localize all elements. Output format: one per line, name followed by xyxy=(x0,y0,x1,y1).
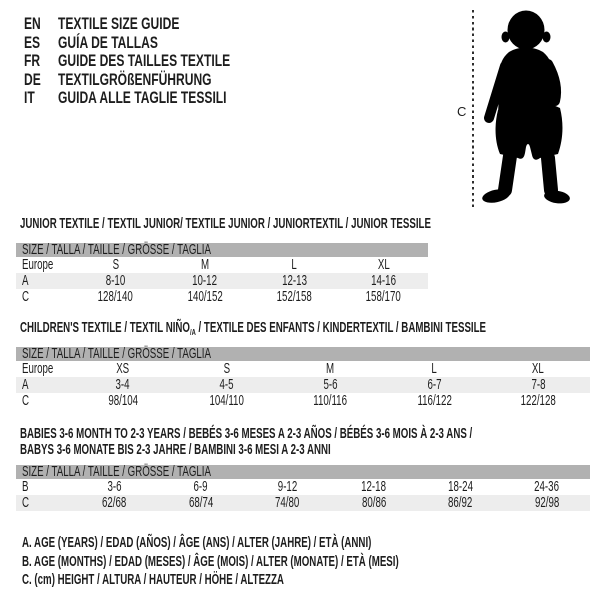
size-value: S xyxy=(223,361,230,377)
size-header-label: SIZE / TALLA / TAILLE / GRÖSSE / TAGLIA xyxy=(22,464,211,480)
size-cell xyxy=(417,495,504,511)
size-value: 12-18 xyxy=(361,479,387,495)
row-label-text: Europe xyxy=(22,361,54,377)
row-label xyxy=(16,479,71,495)
language-code-text: EN xyxy=(24,14,41,33)
language-title-list xyxy=(24,15,300,108)
legend-text: A. AGE (YEARS) / EDAD (AÑOS) / ÂGE (ANS) / ALTER (JAHRE) / ETÀ (ANNI) xyxy=(22,535,372,551)
size-cell xyxy=(71,479,158,495)
table-title-line xyxy=(20,320,600,336)
row-label xyxy=(16,377,71,393)
row-label xyxy=(16,393,71,409)
size-cell xyxy=(504,495,591,511)
size-cell xyxy=(175,393,279,409)
row-label xyxy=(16,257,71,273)
legend-line xyxy=(22,571,584,590)
junior-section-title xyxy=(20,216,600,232)
size-cell xyxy=(160,257,249,273)
size-cell xyxy=(71,257,160,273)
size-cell xyxy=(71,289,160,305)
language-code-text: IT xyxy=(24,88,35,108)
size-cell xyxy=(160,289,249,305)
language-title-text: GUIDE DES TAILLES TEXTILE xyxy=(58,51,231,71)
table-title-text: BABIES 3-6 MONTH TO 2-3 YEARS / BEBÉS 3-6 MESES A 2-3 AÑOS / BÉBÉS 3-6 MOIS À 2-3 ANS / xyxy=(20,426,473,442)
row-label-text: A xyxy=(22,377,29,393)
size-value: 24-36 xyxy=(534,479,560,495)
size-cell xyxy=(279,361,383,377)
size-cell xyxy=(279,377,383,393)
row-label xyxy=(16,289,71,305)
size-cell xyxy=(158,479,245,495)
language-row xyxy=(24,15,300,34)
language-title xyxy=(58,71,274,90)
table-title-line xyxy=(20,216,600,232)
size-cell xyxy=(160,273,249,289)
size-value: XL xyxy=(377,257,390,273)
size-value: 158/170 xyxy=(365,289,401,305)
size-cell xyxy=(382,393,486,409)
size-cell xyxy=(71,273,160,289)
language-title-text: GUÍA DE TALLAS xyxy=(58,32,158,52)
table-title-text: JUNIOR TEXTILE / TEXTIL JUNIOR/ TEXTILE JUNIOR / JUNIORTEXTIL / JUNIOR TESSILE xyxy=(20,216,431,232)
language-code-text: FR xyxy=(24,51,41,71)
children-size-table xyxy=(16,347,590,409)
size-cell xyxy=(339,289,428,305)
size-value: 104/110 xyxy=(209,393,244,409)
size-value: 3-6 xyxy=(107,479,122,495)
size-value: XS xyxy=(116,361,130,377)
language-code-text: DE xyxy=(24,69,41,89)
size-value: 9-12 xyxy=(277,479,297,495)
size-cell xyxy=(382,377,486,393)
size-cell xyxy=(339,257,428,273)
table-row xyxy=(16,479,590,495)
language-row xyxy=(24,89,300,108)
size-cell xyxy=(244,479,331,495)
size-value: 10-12 xyxy=(192,273,218,289)
size-value: 122/128 xyxy=(520,393,556,409)
row-label-text: C xyxy=(22,393,30,409)
size-value: M xyxy=(326,361,335,377)
size-cell xyxy=(486,361,590,377)
size-value: 14-16 xyxy=(370,273,396,289)
children-section-title xyxy=(20,320,600,336)
table-title-text: /A xyxy=(190,326,196,337)
size-value: L xyxy=(431,361,437,377)
row-label xyxy=(16,273,71,289)
table-row xyxy=(16,257,428,273)
language-code-text: ES xyxy=(24,32,41,52)
size-cell xyxy=(486,393,590,409)
size-value: 110/116 xyxy=(313,393,348,409)
size-cell xyxy=(331,495,418,511)
language-row xyxy=(24,71,300,90)
language-code xyxy=(24,71,58,90)
language-title xyxy=(58,89,295,108)
row-label-text: C xyxy=(22,289,30,305)
size-value: 152/158 xyxy=(276,289,312,305)
size-cell xyxy=(175,361,279,377)
size-value: 6-9 xyxy=(193,479,208,495)
size-header-row xyxy=(16,465,590,479)
row-label xyxy=(16,361,71,377)
size-value: 18-24 xyxy=(447,479,473,495)
size-value: 92/98 xyxy=(534,495,559,511)
size-value: 8-10 xyxy=(105,273,126,289)
size-header-row xyxy=(16,243,428,257)
table-row xyxy=(16,273,428,289)
size-value: 12-13 xyxy=(281,273,307,289)
size-cell xyxy=(486,377,590,393)
size-value: 5-6 xyxy=(323,377,338,393)
table-title-text: CHILDREN'S TEXTILE / TEXTIL NIÑO xyxy=(20,320,191,336)
size-value: S xyxy=(112,257,119,273)
junior-size-table xyxy=(16,243,428,305)
language-title-text: TEXTILGRÖßENFÜHRUNG xyxy=(58,69,212,89)
table-row xyxy=(16,377,590,393)
size-cell xyxy=(71,361,175,377)
table-row xyxy=(16,289,428,305)
height-measure-label: C xyxy=(457,104,467,119)
language-row xyxy=(24,52,300,71)
language-row xyxy=(24,34,300,53)
size-cell xyxy=(417,479,504,495)
table-row xyxy=(16,495,590,511)
table-row xyxy=(16,361,590,377)
legend-text: B. AGE (MONTHS) / EDAD (MESES) / ÂGE (MOIS) / ALTER (MONATE) / ETÀ (MESI) xyxy=(22,553,399,570)
row-label-text: B xyxy=(22,479,29,495)
size-cell xyxy=(175,377,279,393)
language-code xyxy=(24,34,58,53)
size-value: 3-4 xyxy=(115,377,130,393)
size-value: M xyxy=(200,257,209,273)
size-value: 6-7 xyxy=(427,377,442,393)
size-value: 98/104 xyxy=(108,393,138,409)
size-value: L xyxy=(291,257,297,273)
size-value: 128/140 xyxy=(98,289,134,305)
language-title xyxy=(58,34,199,53)
language-code xyxy=(24,15,58,34)
size-header-label: SIZE / TALLA / TAILLE / GRÖSSE / TAGLIA xyxy=(22,346,211,362)
row-label-text: Europe xyxy=(22,257,54,273)
row-label xyxy=(16,495,71,511)
babies-section-title xyxy=(20,426,600,458)
table-title-line xyxy=(20,442,600,458)
language-code xyxy=(24,89,58,108)
size-cell xyxy=(158,495,245,511)
size-cell xyxy=(331,479,418,495)
babies-size-table xyxy=(16,465,590,511)
table-row xyxy=(16,393,590,409)
row-label-text: C xyxy=(22,495,30,511)
size-value: 4-5 xyxy=(219,377,234,393)
size-cell xyxy=(71,377,175,393)
size-cell xyxy=(71,393,175,409)
size-cell xyxy=(71,495,158,511)
size-cell xyxy=(339,273,428,289)
table-title-text: / TEXTILE DES ENFANTS / KINDERTEXTIL / BAMBINI TESSILE xyxy=(195,320,487,336)
size-value: 80/86 xyxy=(361,495,386,511)
language-title-text: TEXTILE SIZE GUIDE xyxy=(58,14,180,33)
language-title xyxy=(58,15,229,34)
size-value: XL xyxy=(532,361,545,377)
legend-line xyxy=(22,534,584,553)
size-value: 86/92 xyxy=(448,495,473,511)
language-code xyxy=(24,52,58,71)
size-cell xyxy=(250,289,339,305)
size-cell xyxy=(250,273,339,289)
height-measure-dotted-line xyxy=(472,10,474,207)
measure-legend xyxy=(22,534,584,590)
size-value: 7-8 xyxy=(531,377,546,393)
size-cell xyxy=(504,479,591,495)
size-cell xyxy=(382,361,486,377)
size-cell xyxy=(244,495,331,511)
baby-silhouette-icon xyxy=(478,6,578,206)
table-title-line xyxy=(20,426,600,442)
size-header-row xyxy=(16,347,590,361)
size-cell xyxy=(279,393,383,409)
legend-text: C. (cm) HEIGHT / ALTURA / HAUTEUR / HÖHE / ALTEZZA xyxy=(22,572,284,589)
row-label-text: A xyxy=(22,273,29,289)
table-title-text: BABYS 3-6 MONATE BIS 2-3 JAHRE / BAMBINI 3-6 MESI A 2-3 ANNI xyxy=(20,442,331,458)
language-title xyxy=(58,52,300,71)
language-title-text: GUIDA ALLE TAGLIE TESSILI xyxy=(58,88,227,108)
size-value: 68/74 xyxy=(188,495,213,511)
size-cell xyxy=(250,257,339,273)
size-value: 116/122 xyxy=(417,393,452,409)
size-value: 140/152 xyxy=(187,289,223,305)
size-value: 74/80 xyxy=(275,495,300,511)
legend-line xyxy=(22,553,584,572)
size-value: 62/68 xyxy=(102,495,127,511)
size-header-label: SIZE / TALLA / TAILLE / GRÖSSE / TAGLIA xyxy=(22,242,211,258)
